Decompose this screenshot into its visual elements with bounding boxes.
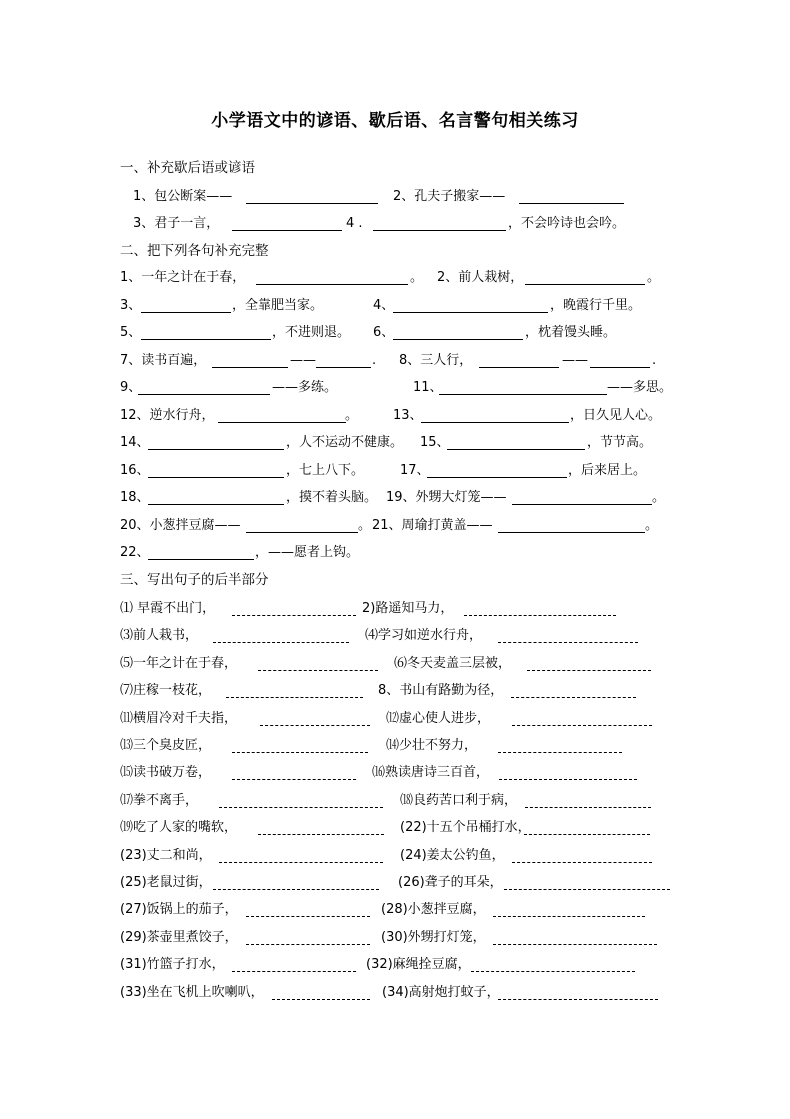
answer-blank[interactable] xyxy=(527,670,651,671)
question-text: ，七上八下。 xyxy=(286,462,365,478)
section-3-item-14 xyxy=(0,954,790,976)
question-text: 4 . xyxy=(346,216,363,231)
answer-blank[interactable] xyxy=(373,230,506,231)
section-2-item-4 xyxy=(0,350,790,372)
section-3-item-4 xyxy=(0,680,790,702)
question-text: 21、周瑜打黄盖—— xyxy=(372,517,493,533)
answer-blank[interactable] xyxy=(427,477,567,478)
question-text: 。 xyxy=(358,517,372,533)
question-text: 3、 xyxy=(120,297,142,313)
answer-blank[interactable] xyxy=(493,916,645,917)
answer-blank[interactable] xyxy=(504,889,670,890)
question-text: 。 xyxy=(345,407,359,423)
question-text: 2)路遥知马力， xyxy=(362,601,454,616)
answer-blank[interactable] xyxy=(246,532,358,533)
section-3-item-15 xyxy=(0,982,790,1004)
answer-blank[interactable] xyxy=(246,203,378,204)
question-text: ——多思。 xyxy=(607,380,673,395)
question-text: ⑿虚心使人进步， xyxy=(386,710,491,726)
question-text: ⒃熟读唐诗三百首， xyxy=(372,765,490,781)
question-text: (24)姜太公钓鱼， xyxy=(400,847,505,863)
answer-blank[interactable] xyxy=(226,697,363,698)
section-3-item-8 xyxy=(0,790,790,812)
question-text: 12、逆水行舟， xyxy=(120,407,215,423)
answer-blank[interactable] xyxy=(447,449,585,450)
section-2-item-7 xyxy=(0,432,790,454)
question-text: 。 xyxy=(645,517,659,533)
answer-blank[interactable] xyxy=(471,971,635,972)
question-text: (34)高射炮打蚊子， xyxy=(382,984,500,1000)
answer-blank[interactable] xyxy=(256,284,408,285)
answer-blank[interactable] xyxy=(232,971,356,972)
answer-blank[interactable] xyxy=(525,284,645,285)
section-3-item-11 xyxy=(0,872,790,894)
answer-blank[interactable] xyxy=(511,697,636,698)
section-2-item-10 xyxy=(0,515,790,537)
answer-blank[interactable] xyxy=(439,394,607,395)
question-text: 。 xyxy=(652,490,666,505)
section-1-line-2 xyxy=(0,213,790,235)
question-text: ⒁少壮不努力， xyxy=(386,738,478,753)
answer-blank[interactable] xyxy=(232,752,368,753)
answer-blank[interactable] xyxy=(393,339,523,340)
question-text: ——多练。 xyxy=(272,380,338,395)
answer-blank[interactable] xyxy=(272,999,370,1000)
section-3-item-13 xyxy=(0,927,790,949)
answer-blank[interactable] xyxy=(219,862,383,863)
question-text: ⑺庄稼一枝花， xyxy=(120,683,212,699)
question-text: 7、读书百遍， xyxy=(120,352,207,368)
question-text: (22)十五个吊桶打水， xyxy=(400,820,531,836)
question-text: ⑹冬天麦盖三层被， xyxy=(394,655,512,671)
question-text: ，不会吟诗也会吟。 xyxy=(508,216,626,231)
question-text: 15、 xyxy=(420,435,450,450)
answer-blank[interactable] xyxy=(219,807,383,808)
question-text: 1、包公断案—— xyxy=(133,189,233,204)
answer-blank[interactable] xyxy=(232,230,342,231)
section-3-item-10 xyxy=(0,845,790,867)
question-text: (29)茶壶里煮饺子， xyxy=(120,929,238,945)
section-3-item-1 xyxy=(0,598,790,620)
question-text: (25)老鼠过街， xyxy=(120,875,212,890)
section-2-item-11 xyxy=(0,542,790,564)
answer-blank[interactable] xyxy=(246,916,370,917)
answer-blank[interactable] xyxy=(421,422,569,423)
question-text: ，不进则退。 xyxy=(272,325,351,340)
question-text: —— xyxy=(290,352,316,368)
section-1-heading: 一、补充歇后语或谚语 xyxy=(120,160,255,176)
answer-blank[interactable] xyxy=(212,367,288,368)
answer-blank[interactable] xyxy=(148,559,254,560)
question-text: 9、 xyxy=(120,380,142,395)
page-title: 小学语文中的谚语、歇后语、名言警句相关练习 xyxy=(211,111,579,131)
question-text: (31)竹篮子打水， xyxy=(120,957,225,973)
question-text: (32)麻绳拴豆腐， xyxy=(366,957,471,973)
question-text: 6、 xyxy=(373,325,395,340)
question-text: ，日久见人心。 xyxy=(570,407,662,423)
question-text: . xyxy=(652,352,657,368)
question-text: ，晚霞行千里。 xyxy=(550,297,642,313)
answer-blank[interactable] xyxy=(512,725,652,726)
question-text: ，节节高。 xyxy=(587,435,653,450)
section-3-heading: 三、写出句子的后半部分 xyxy=(120,572,269,588)
answer-blank[interactable] xyxy=(498,752,622,753)
section-3-item-12 xyxy=(0,899,790,921)
question-text: ，——愿者上钩。 xyxy=(255,545,360,560)
answer-blank[interactable] xyxy=(316,367,371,368)
answer-blank[interactable] xyxy=(213,889,379,890)
answer-blank[interactable] xyxy=(524,834,650,835)
section-3-item-3 xyxy=(0,653,790,675)
section-1-line-1 xyxy=(0,186,790,208)
question-text: (26)聋子的耳朵， xyxy=(398,875,503,890)
answer-blank[interactable] xyxy=(218,422,346,423)
answer-blank[interactable] xyxy=(493,944,657,945)
section-2-item-5 xyxy=(0,377,790,399)
section-2-item-6 xyxy=(0,405,790,427)
question-text: . xyxy=(372,352,377,368)
question-text: (23)丈二和尚， xyxy=(120,847,212,863)
answer-blank[interactable] xyxy=(232,615,356,616)
answer-blank[interactable] xyxy=(512,862,652,863)
answer-blank[interactable] xyxy=(141,339,271,340)
section-2-item-9 xyxy=(0,487,790,509)
question-text: ，全靠肥当家。 xyxy=(232,297,324,313)
question-text: ，后来居上。 xyxy=(568,462,647,478)
answer-blank[interactable] xyxy=(590,367,650,368)
question-text: (28)小葱拌豆腐， xyxy=(381,902,486,918)
question-text: ⒀三个臭皮匠， xyxy=(120,738,212,753)
question-text: ⑷学习如逆水行舟， xyxy=(365,628,483,644)
question-text: ⑾横眉冷对千夫指， xyxy=(120,710,238,726)
answer-blank[interactable] xyxy=(141,312,231,313)
question-text: 22、 xyxy=(120,545,150,560)
section-2-item-3 xyxy=(0,322,790,344)
question-text: 8、三人行， xyxy=(399,352,473,368)
section-3-item-5 xyxy=(0,708,790,730)
answer-blank[interactable] xyxy=(213,642,349,643)
question-text: 。 xyxy=(647,270,661,285)
question-text: ，摸不着头脑。 xyxy=(286,490,378,505)
answer-blank[interactable] xyxy=(138,394,270,395)
section-2-heading: 二、把下列各句补充完整 xyxy=(120,243,269,259)
answer-blank[interactable] xyxy=(258,670,378,671)
question-text: 20、小葱拌豆腐—— xyxy=(120,517,241,533)
question-text: ⒆吃了人家的嘴软， xyxy=(120,820,238,836)
question-text: 1、一年之计在于春， xyxy=(120,270,246,285)
question-text: 16、 xyxy=(120,462,150,478)
question-text: ，枕着馒头睡。 xyxy=(525,325,617,340)
answer-blank[interactable] xyxy=(148,449,284,450)
answer-blank[interactable] xyxy=(260,725,370,726)
answer-blank[interactable] xyxy=(258,834,384,835)
question-text: ⒅良药苦口利于病， xyxy=(400,792,518,808)
section-2-item-2 xyxy=(0,295,790,317)
question-text: 18、 xyxy=(120,490,150,505)
section-2-item-1 xyxy=(0,267,790,289)
question-text: ⑸一年之计在于春， xyxy=(120,655,238,671)
answer-blank[interactable] xyxy=(148,477,284,478)
question-text: 14、 xyxy=(120,435,150,450)
question-text: ⑶前人栽书， xyxy=(120,628,199,644)
answer-blank[interactable] xyxy=(525,807,651,808)
question-text: 19、外甥大灯笼—— xyxy=(386,490,507,505)
question-text: 13、 xyxy=(393,407,423,423)
question-text: (30)外甥打灯笼， xyxy=(381,929,486,945)
question-text: ⑴ 早霞不出门， xyxy=(120,601,216,616)
answer-blank[interactable] xyxy=(499,779,637,780)
section-3-item-7 xyxy=(0,762,790,784)
answer-blank[interactable] xyxy=(498,532,645,533)
question-text: 4、 xyxy=(373,297,395,313)
answer-blank[interactable] xyxy=(246,944,370,945)
answer-blank[interactable] xyxy=(519,203,624,204)
section-2-item-8 xyxy=(0,460,790,482)
question-text: 2、孔夫子搬家—— xyxy=(393,189,506,204)
question-text: 11、 xyxy=(413,380,443,395)
answer-blank[interactable] xyxy=(498,999,658,1000)
question-text: 3、君子一言， xyxy=(133,216,220,231)
question-text: ⒂读书破万卷， xyxy=(120,765,212,781)
question-text: 5、 xyxy=(120,325,142,340)
answer-blank[interactable] xyxy=(464,615,616,616)
section-3-item-6 xyxy=(0,735,790,757)
answer-blank[interactable] xyxy=(512,504,652,505)
answer-blank[interactable] xyxy=(148,504,284,505)
answer-blank[interactable] xyxy=(479,367,559,368)
question-text: (33)坐在飞机上吹喇叭， xyxy=(120,984,264,1000)
section-3-item-2 xyxy=(0,625,790,647)
question-text: 2、前人栽树， xyxy=(437,270,524,285)
section-3-item-9 xyxy=(0,817,790,839)
question-text: ，人不运动不健康。 xyxy=(286,435,404,450)
question-text: 8、书山有路勤为径， xyxy=(378,683,504,699)
question-text: (27)饭锅上的茄子， xyxy=(120,902,238,918)
question-text: 17、 xyxy=(400,462,430,478)
question-text: 。 xyxy=(410,270,424,285)
question-text: ⒄拳不离手， xyxy=(120,792,199,808)
answer-blank[interactable] xyxy=(393,312,548,313)
question-text: —— xyxy=(562,352,588,368)
answer-blank[interactable] xyxy=(498,642,638,643)
answer-blank[interactable] xyxy=(232,779,356,780)
